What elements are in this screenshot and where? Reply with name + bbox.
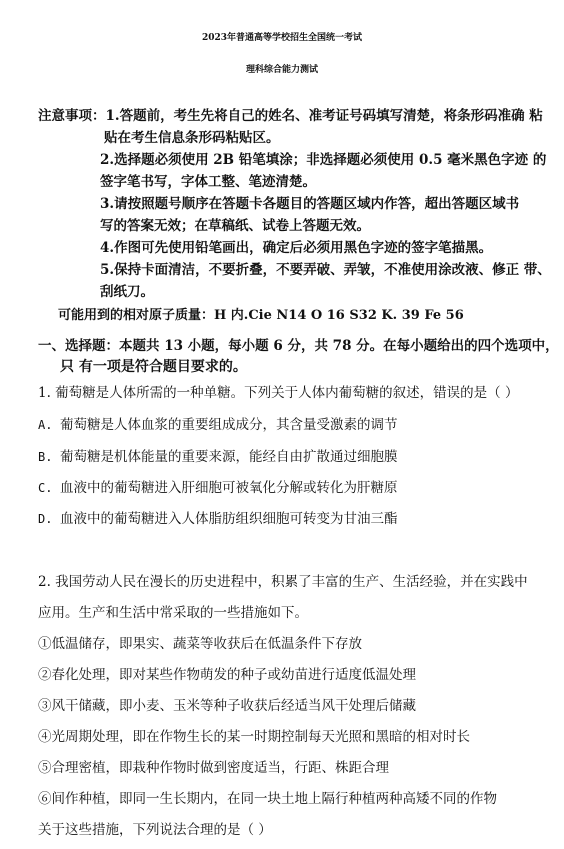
question-stem-cont: 应用。生产和生活中常采取的一些措施如下。 <box>38 605 308 621</box>
section-heading-cont: 只 有一项是符合题目要求的。 <box>60 359 247 375</box>
option-letter: C. <box>38 481 53 495</box>
measure-item: ⑥间作种植，即同一生长期内，在同一块土地上隔行种植两种高矮不同的作物 <box>38 791 497 807</box>
option-b <box>38 445 398 465</box>
option-text: 葡萄糖是人体血浆的重要组成成分，其含量受激素的调节 <box>60 417 398 433</box>
option-text: 血液中的葡萄糖进入人体脂肪组织细胞可转变为甘油三酯 <box>60 511 398 527</box>
exam-subtitle: 理科综合能力测试 <box>245 65 318 75</box>
notice-line: 4.作图可先使用铅笔画出，确定后必须用黑色字迹的签字笔描黑。 <box>100 240 493 256</box>
question-stem: 1. 葡萄糖是人体所需的一种单糖。下列关于人体内葡萄糖的叙述，错误的是（ ） <box>38 385 519 401</box>
option-d <box>38 507 398 527</box>
notice-line: 贴在考生信息条形码粘贴区。 <box>104 130 280 146</box>
option-c <box>38 476 398 496</box>
notice-line: 3.请按照题号顺序在答题卡各题目的答题区域内作答，超出答题区域书 <box>100 196 520 212</box>
measure-item: ④光周期处理，即在作物生长的某一时期控制每天光照和黑暗的相对时长 <box>38 729 470 745</box>
notice-line: 5.保持卡面清洁，不要折叠，不要弄破、弄皱，不准使用涂改液、修正 带、 <box>100 262 551 278</box>
notice-line: 刮纸刀。 <box>100 284 154 300</box>
question-prompt: 关于这些措施，下列说法合理的是（ ） <box>38 822 272 838</box>
exam-title: 2023年普通高等学校招生全国统一考试 <box>201 33 363 43</box>
notice-line: 2.选择题必须使用 2B 铅笔填涂；非选择题必须使用 0.5 毫米黑色字迹 的 <box>100 152 547 168</box>
option-letter: B. <box>38 450 53 464</box>
option-a <box>38 413 398 433</box>
option-text: 葡萄糖是机体能量的重要来源，能经自由扩散通过细胞膜 <box>60 449 398 465</box>
measure-item: ③风干储藏，即小麦、玉米等种子收获后经适当风干处理后储藏 <box>38 698 416 714</box>
option-letter: A. <box>38 418 53 432</box>
measure-item: ⑤合理密植，即栽种作物时做到密度适当，行距、株距合理 <box>38 760 389 776</box>
atomic-mass-line: 可能用到的相对原子质量：H 内.Cie N14 O 16 S32 K. 39 Fe 56 <box>58 308 464 323</box>
measure-item: ②春化处理，即对某些作物萌发的种子或幼苗进行适度低温处理 <box>38 667 416 683</box>
notice-line: 注意事项：1.答题前，考生先将自己的姓名、准考证号码填写清楚，将条形码准确 粘 <box>38 108 543 124</box>
notice-line: 写的答案无效；在草稿纸、试卷上答题无效。 <box>100 218 370 234</box>
option-letter: D. <box>38 512 53 526</box>
notice-line: 签字笔书写，字体工整、笔迹清楚。 <box>100 174 316 190</box>
option-text: 血液中的葡萄糖进入肝细胞可被氧化分解或转化为肝糖原 <box>60 480 398 496</box>
question-stem: 2. 我国劳动人民在漫长的历史进程中，积累了丰富的生产、生活经验，并在实践中 <box>38 574 528 590</box>
measure-item: ①低温储存，即果实、蔬菜等收获后在低温条件下存放 <box>38 636 362 652</box>
section-heading: 一、选择题：本题共 13 小题，每小题 6 分，共 78 分。在每小题给出的四个选项中， <box>38 338 559 354</box>
